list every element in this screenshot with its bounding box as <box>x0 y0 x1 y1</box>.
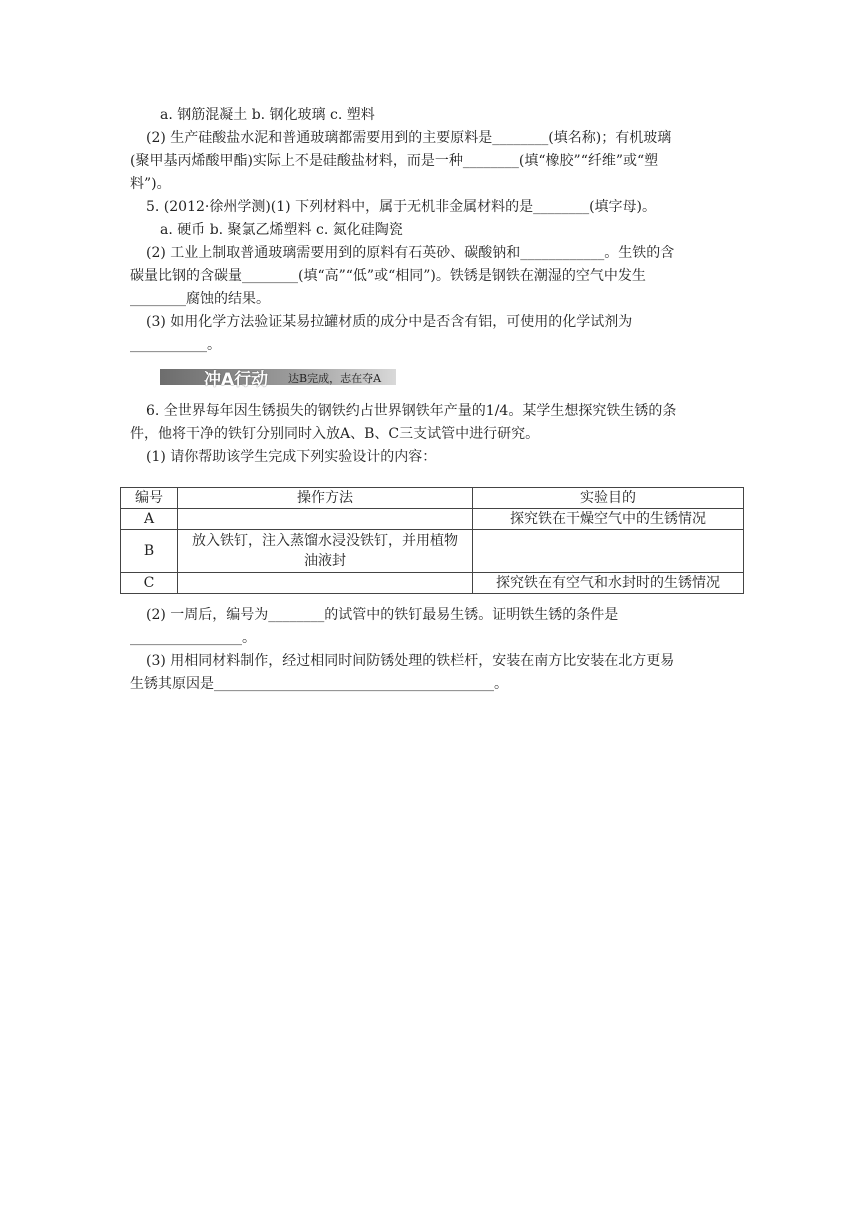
table-cell: A <box>121 509 178 530</box>
q4-part2-line2: (聚甲基丙烯酸甲酯)实际上不是硅酸盐材料，而是一种________(填“橡胶”“纤维”或“塑 <box>130 153 659 169</box>
table-cell <box>178 509 473 530</box>
section-banner <box>160 365 396 390</box>
q6-part3-line1: (3) 用相同材料制作，经过相同时间防锈处理的铁栏杆，安装在南方比安装在北方更易 <box>146 653 675 669</box>
banner-title: 冲A行动 <box>204 370 269 390</box>
table-cell: 放入铁钉，注入蒸馏水浸没铁钉，并用植物油液封 <box>178 530 473 573</box>
table-row <box>121 573 744 594</box>
q5-stem: 5. (2012·徐州学测)(1) 下列材料中，属于无机非金属材料的是________(填字母)。 <box>146 199 657 215</box>
header-cell: 操作方法 <box>178 488 473 509</box>
q6-part3-line2: 生锈其原因是________________________________________。 <box>130 676 508 692</box>
table-cell <box>178 573 473 594</box>
table-cell: C <box>121 573 178 594</box>
q5-options: a. 硬币 b. 聚氯乙烯塑料 c. 氮化硅陶瓷 <box>160 222 403 238</box>
q6-part1: (1) 请你帮助该学生完成下列实验设计的内容： <box>146 449 437 465</box>
table-row <box>121 509 744 530</box>
q5-part3-line1: (3) 如用化学方法验证某易拉罐材质的成分中是否含有铝，可使用的化学试剂为 <box>146 314 633 330</box>
q4-options: a. 钢筋混凝土 b. 钢化玻璃 c. 塑料 <box>160 107 375 123</box>
q4-part2-line1: (2) 生产硅酸盐水泥和普通玻璃都需要用到的主要原料是________(填名称)；有机玻璃 <box>146 130 672 146</box>
header-cell: 实验目的 <box>473 488 744 509</box>
table-cell: B <box>121 530 178 573</box>
table-header-row <box>121 488 744 509</box>
q5-part2-line2: 碳量比钢的含碳量________(填“高”“低”或“相同”)。铁锈是钢铁在潮湿的空气中发生 <box>130 268 646 284</box>
q6-stem-line1: 6. 全世界每年因生锈损失的钢铁约占世界钢铁年产量的1/4。某学生想探究铁生锈的条 <box>146 403 677 419</box>
q4-part2-line3: 料”)。 <box>130 176 171 192</box>
q6-stem-line2: 件，他将干净的铁钉分别同时入放A、B、C三支试管中进行研究。 <box>130 426 540 442</box>
q5-part2-line3: ________腐蚀的结果。 <box>130 291 270 307</box>
header-cell: 编号 <box>121 488 178 509</box>
table-cell: 探究铁在干燥空气中的生锈情况 <box>473 509 744 530</box>
banner-subtitle: 达B完成，志在夺A <box>288 372 382 385</box>
q6-part2-line2: ________________。 <box>130 630 256 646</box>
table-cell: 探究铁在有空气和水封时的生锈情况 <box>473 573 744 594</box>
table-cell <box>473 530 744 573</box>
q5-part2-line1: (2) 工业上制取普通玻璃需要用到的原料有石英砂、碳酸钠和____________。生铁的含 <box>146 245 675 261</box>
q5-part3-line2: ___________。 <box>130 337 221 353</box>
experiment-table <box>120 487 744 594</box>
table-row <box>121 530 744 573</box>
q6-part2-line1: (2) 一周后，编号为________的试管中的铁钉最易生锈。证明铁生锈的条件是 <box>146 607 619 623</box>
